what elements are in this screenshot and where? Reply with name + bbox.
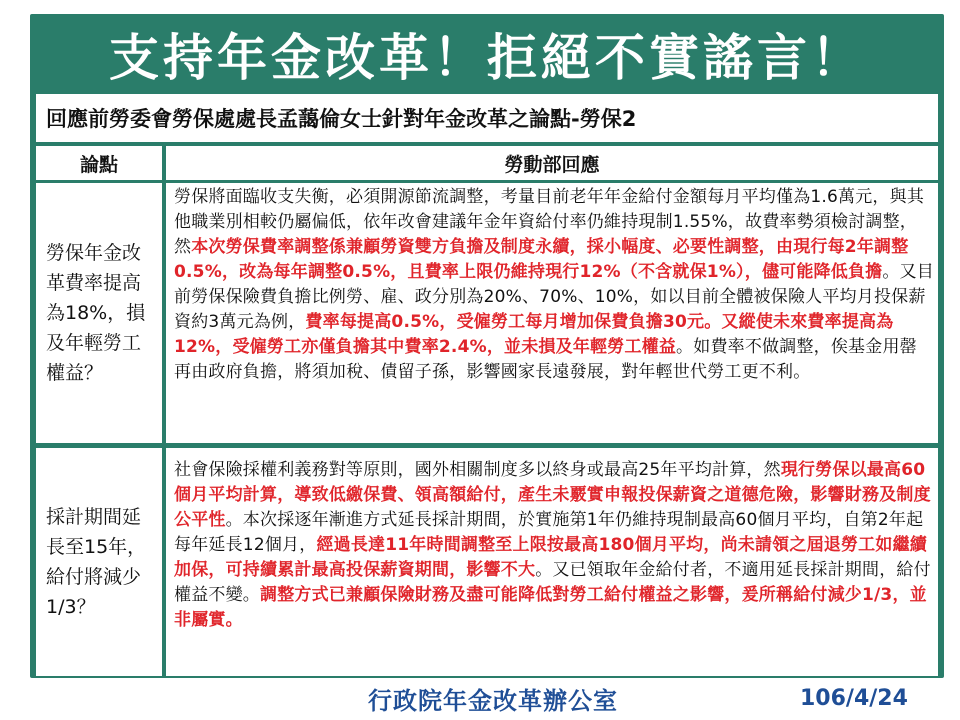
slide-title: 支持年金改革！拒絕不實謠言！ <box>109 29 865 87</box>
row-2-response-seg-4-emphasis: 經過長達11年時間調整至上限按最高180個月平均，尚未請領之屆退勞工如繼續加保，可持續累計最高投保薪資期間，影響不大 <box>174 535 927 580</box>
row-1-response-seg-2-emphasis: 本次勞保費率調整係兼顧勞資雙方負擔及制度永續，採小幅度、必要性調整，由現行每2年調整0.5%，改為每年調整0.5%，且費率上限仍維持現行12%（不含就保1%），儘可能降低負擔 <box>174 237 909 282</box>
row-1-response-seg-1: 勞保將面臨收支失衡，必須開源節流調整，考量目前老年年金給付金額每月平均僅為1.6萬元，與其他職業別相較仍屬偏低，依年改會建議年金年資給付率仍維持現制1.55%，故費率勢須檢討調整，然 <box>174 187 925 257</box>
table-row-2-topic <box>36 448 162 676</box>
row-2-topic-text: 採計期間延長至15年，給付將減少1/3？ <box>46 506 147 618</box>
title-bar <box>30 14 944 94</box>
header-topic: 論點 <box>36 146 162 180</box>
table-row-2-response <box>166 448 938 676</box>
row-2-response-seg-1: 社會保險採權利義務對等原則，國外相關制度多以終身或最高25年平均計算，然 <box>174 460 781 480</box>
row-1-response-seg-3: 。又目前勞保保險費負擔比例勞、雇、政分別為20%、70%、10%，如以目前全體被保險人平均月投保薪資約3萬元為例， <box>174 262 934 332</box>
row-2-response-seg-3: 。本次採逐年漸進方式延長採計期間，於實施第1年仍維持現制最高60個月平均，自第2年起每年延長12個月， <box>174 510 924 555</box>
subtitle-box <box>36 94 938 142</box>
row-2-response-seg-5: 。又已領取年金給付者，不適用延長採計期間，給付權益不變。 <box>174 560 931 605</box>
footer-date: 106/4/24 <box>800 685 908 711</box>
table-row-1-topic <box>36 183 162 443</box>
footer-office: 行政院年金改革辦公室 <box>368 686 618 715</box>
header-response: 勞動部回應 <box>166 146 938 180</box>
row-1-response-seg-4-emphasis: 費率每提高0.5%，受僱勞工每月增加保費負擔30元。又縱使未來費率提高為12%，受僱勞工亦僅負擔其中費率2.4%，並未損及年輕勞工權益 <box>174 312 894 357</box>
row-1-response-seg-5: 。如費率不做調整，俟基金用罄再由政府負擔，將須加稅、債留子孫，影響國家長遠發展，對年輕世代勞工更不利。 <box>174 337 917 382</box>
table-row-1-response <box>166 183 938 443</box>
slide-subtitle: 回應前勞委會勞保處處長孟藹倫女士針對年金改革之論點-勞保2 <box>46 107 637 131</box>
row-2-response-seg-6-emphasis: 調整方式已兼顧保險財務及盡可能降低對勞工給付權益之影響，爰所稱給付減少1/3，並非屬實。 <box>174 585 927 630</box>
row-1-topic-text: 勞保年金改革費率提高為18%，損及年輕勞工權益？ <box>46 242 146 384</box>
row-2-response-seg-2-emphasis: 現行勞保以最高60個月平均計算，導致低繳保費、領高額給付，產生未覈實申報投保薪資之道德危險，影響財務及制度公平性 <box>174 460 931 530</box>
